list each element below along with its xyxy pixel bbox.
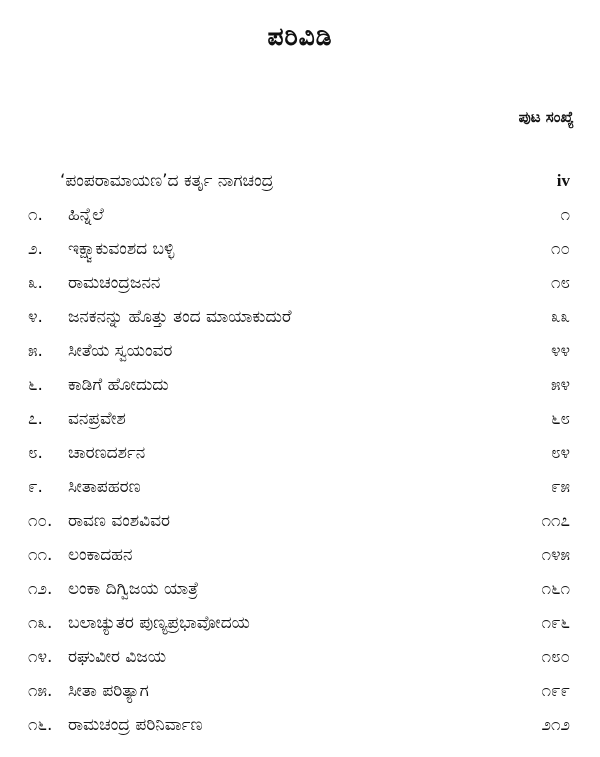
- toc-entry-page: ೧೮: [550, 273, 570, 293]
- toc-entry-title: ಜನಕನನ್ನು ಹೊತ್ತು ತಂದ ಮಾಯಾಕುದುರೆ: [68, 307, 292, 327]
- toc-entry-number: ೯.: [28, 477, 43, 497]
- toc-entry-number: ೧.: [28, 205, 43, 225]
- toc-entry-number: ೧೬.: [28, 715, 53, 735]
- toc-entry-title: ಹಿನ್ನೆಲೆ: [68, 205, 104, 225]
- toc-entry-title: ಬಲಾಚ್ಯುತರ ಪುಣ್ಯಪ್ರಭಾವೋದಯ: [68, 613, 250, 633]
- toc-entry-page: ೧೦: [550, 239, 570, 259]
- toc-entry-page: ೧೮೦: [541, 647, 570, 667]
- toc-entry-page: iv: [556, 171, 570, 190]
- toc-entry-page: ೧೯೬: [541, 613, 570, 633]
- toc-entry-number: ೮.: [28, 443, 43, 463]
- toc-entry-title: ಇಕ್ಷ್ವಾಕುವಂಶದ ಬಳ್ಳಿ: [68, 239, 175, 259]
- toc-entry: [0, 198, 600, 232]
- toc-entry-title: ಸೀತೆಯ ಸ್ವಯಂವರ: [68, 341, 173, 361]
- toc-entry: [0, 708, 600, 742]
- toc-entry: [0, 334, 600, 368]
- toc-entry-number: ೧೧.: [28, 545, 53, 565]
- toc-entry-number: ೧೩.: [28, 613, 53, 633]
- toc-entry-number: ೧೫.: [28, 681, 53, 701]
- toc-entry-page: ೧೪೫: [541, 545, 570, 565]
- toc-entry: [0, 504, 600, 538]
- toc-entry-title: ಸೀತಾ ಪರಿತ್ಯಾಗ: [68, 681, 149, 701]
- toc-entry-number: ೬.: [28, 375, 43, 395]
- toc-entry-page: ೨೧೨: [541, 715, 570, 735]
- toc-entry: [0, 436, 600, 470]
- toc-entry-page: ೧: [560, 205, 570, 225]
- toc-entry-page: ೧೧೭: [541, 511, 570, 531]
- toc-entry-number: ೧೪.: [28, 647, 53, 667]
- toc-entry: [0, 266, 600, 300]
- toc-entry: [0, 232, 600, 266]
- toc-entry-title: ‘ಪಂಪರಾಮಾಯಣ’ದ ಕರ್ತೃ ನಾಗಚಂದ್ರ: [60, 171, 274, 191]
- toc-entry: [0, 572, 600, 606]
- toc-entry-page: ೬೮: [550, 409, 570, 429]
- toc-entry: [0, 368, 600, 402]
- toc-entry-page: ೫೪: [550, 375, 570, 395]
- toc-entry: [0, 402, 600, 436]
- table-of-contents: [0, 164, 600, 742]
- toc-entry-number: ೪.: [28, 307, 43, 327]
- toc-entry-title: ರಾವಣ ವಂಶವಿವರ: [68, 511, 170, 531]
- toc-entry-title: ಲಂಕಾ ದಿಗ್ವಿಜಯ ಯಾತ್ರೆ: [68, 579, 199, 599]
- toc-entry-page: ೮೪: [550, 443, 570, 463]
- toc-entry-title: ರಾಮಚಂದ್ರಜನನ: [68, 273, 161, 293]
- toc-entry-title: ರಘುವೀರ ವಿಜಯ: [68, 647, 167, 667]
- toc-entry-page: ೩೩: [550, 307, 570, 327]
- toc-entry-number: ೧೨.: [28, 579, 53, 599]
- toc-entry: [0, 164, 600, 198]
- toc-entry-number: ೫.: [28, 341, 43, 361]
- toc-entry: [0, 470, 600, 504]
- toc-entry-title: ಕಾಡಿಗೆ ಹೋದುದು: [68, 375, 169, 395]
- toc-entry-page: ೧೬೧: [541, 579, 570, 599]
- toc-entry-number: ೩.: [28, 273, 43, 293]
- toc-entry-page: ೪೪: [550, 341, 570, 361]
- page-number-column-heading: ಪುಟ ಸಂಖ್ಯೆ: [518, 108, 574, 126]
- toc-entry: [0, 300, 600, 334]
- page-title: ಪರಿವಿಡಿ: [267, 22, 333, 51]
- toc-entry-title: ರಾಮಚಂದ್ರ ಪರಿನಿರ್ವಾಣ: [68, 715, 203, 735]
- toc-entry-page: ೯೫: [550, 477, 570, 497]
- toc-entry-number: ೭.: [28, 409, 43, 429]
- toc-entry-title: ವನಪ್ರವೇಶ: [68, 409, 126, 429]
- toc-entry-number: ೧೦.: [28, 511, 53, 531]
- toc-entry-title: ಸೀತಾಪಹರಣ: [68, 477, 141, 497]
- toc-entry: [0, 640, 600, 674]
- toc-entry-title: ಲಂಕಾದಹನ: [68, 545, 133, 565]
- toc-entry: [0, 674, 600, 708]
- toc-entry: [0, 538, 600, 572]
- toc-entry-number: ೨.: [28, 239, 43, 259]
- toc-entry-title: ಚಾರಣದರ್ಶನ: [68, 443, 146, 463]
- toc-entry-page: ೧೯೯: [541, 681, 570, 701]
- toc-entry: [0, 606, 600, 640]
